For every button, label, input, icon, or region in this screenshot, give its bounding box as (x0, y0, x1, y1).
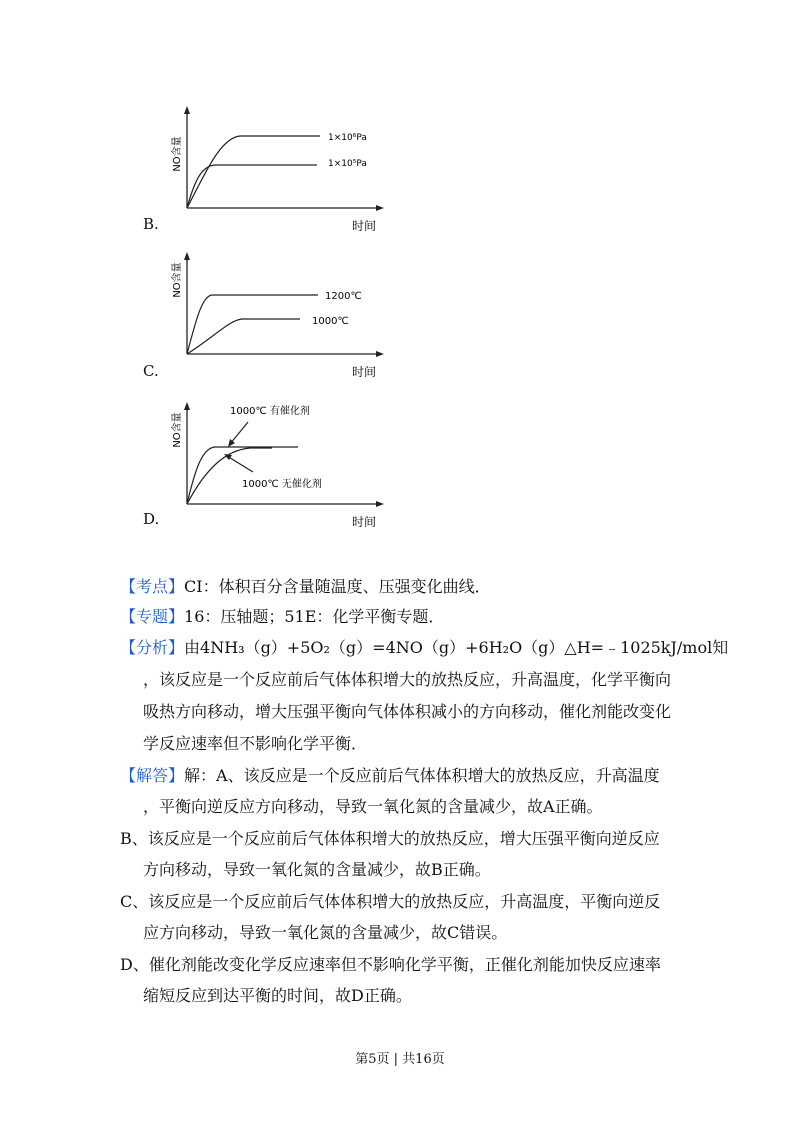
fenxi-line-3: 吸热方向移动，增大压强平衡向气体体积减小的方向移动，催化剂能改变化 (143, 702, 672, 721)
jieda-line-2: ，平衡向逆反应方向移动，导致一氧化氮的含量减少，故A正确。 (143, 797, 603, 816)
zhuanti-text: 16：压轴题；51E：化学平衡专题． (184, 607, 445, 626)
option-c-letter: C. (143, 362, 159, 380)
y-axis-arrow (184, 402, 190, 410)
option-d-letter: D. (143, 510, 160, 528)
curve-with-catalyst (187, 447, 298, 504)
x-axis-label: 时间 (352, 219, 377, 233)
x-axis-arrow (376, 205, 384, 211)
answer-d-line-2: 缩短反应到达平衡的时间，故D正确。 (143, 986, 412, 1005)
curve-1200 (187, 295, 318, 354)
pointer-arrowhead-1 (228, 439, 235, 447)
kaodian-line (120, 577, 491, 597)
graph-d (160, 400, 390, 530)
curve-1000 (187, 319, 300, 354)
y-axis-label: NO含量 (172, 412, 183, 448)
pointer-arrow-2 (227, 456, 253, 472)
curve-label-2: 1000℃ 无催化剂 (242, 479, 322, 490)
fenxi-line-1 (120, 638, 728, 658)
kaodian-tag: 【考点】 (120, 577, 185, 596)
fenxi-line-4: 学反应速率但不影响化学平衡． (143, 734, 368, 753)
graph-c (160, 250, 390, 380)
jieda-tag: 【解答】 (120, 766, 185, 785)
zhuanti-tag: 【专题】 (120, 607, 185, 626)
option-b-letter: B. (143, 215, 159, 233)
x-axis-label: 时间 (352, 515, 377, 529)
answer-c-line-1: C、该反应是一个反应前后气体体积增大的放热反应，升高温度，平衡向逆反 (120, 892, 661, 911)
curve-label-2: 1000℃ (312, 316, 349, 327)
pointer-arrow-1 (230, 422, 248, 444)
kaodian-text: CI：体积百分含量随温度、压强变化曲线． (184, 577, 491, 596)
answer-c-line-2: 应方向移动，导致一氧化氮的含量减少，故C错误。 (143, 923, 508, 942)
curve-label-1: 1000℃ 有催化剂 (230, 406, 310, 417)
curve-label-1: 1×10⁶Pa (328, 133, 367, 143)
fenxi-text-1: 由4NH₃（g）+5O₂（g）=4NO（g）+6H₂O（g）△H=﹣1025kJ/mol知 (184, 638, 729, 657)
y-axis-arrow (184, 252, 190, 260)
fenxi-line-2: ，该反应是一个反应前后气体体积增大的放热反应，升高温度，化学平衡向 (143, 670, 672, 689)
y-axis-label: NO含量 (172, 136, 183, 172)
answer-b-line-2: 方向移动，导致一氧化氮的含量减少，故B正确。 (143, 860, 491, 879)
jieda-text-1: 解：A、该反应是一个反应前后气体体积增大的放热反应，升高温度 (184, 766, 660, 785)
x-axis-arrow (376, 351, 384, 357)
y-axis-label: NO含量 (172, 262, 183, 298)
zhuanti-line (120, 607, 444, 627)
page-footer: 第5页 | 共16页 (355, 1052, 445, 1067)
answer-b-line-1: B、该反应是一个反应前后气体体积增大的放热反应，增大压强平衡向逆反应 (120, 829, 660, 848)
answer-d-line-1: D、催化剂能改变化学反应速率但不影响化学平衡，正催化剂能加快反应速率 (120, 955, 661, 974)
graph-b (160, 104, 390, 234)
curve-label-1: 1200℃ (325, 291, 362, 302)
curve-label-2: 1×10⁵Pa (328, 159, 367, 169)
x-axis-arrow (376, 501, 384, 507)
fenxi-tag: 【分析】 (120, 638, 185, 657)
curve-high-pressure (187, 136, 320, 208)
x-axis-label: 时间 (352, 365, 377, 379)
jieda-line-1 (120, 766, 660, 786)
y-axis-arrow (184, 106, 190, 114)
